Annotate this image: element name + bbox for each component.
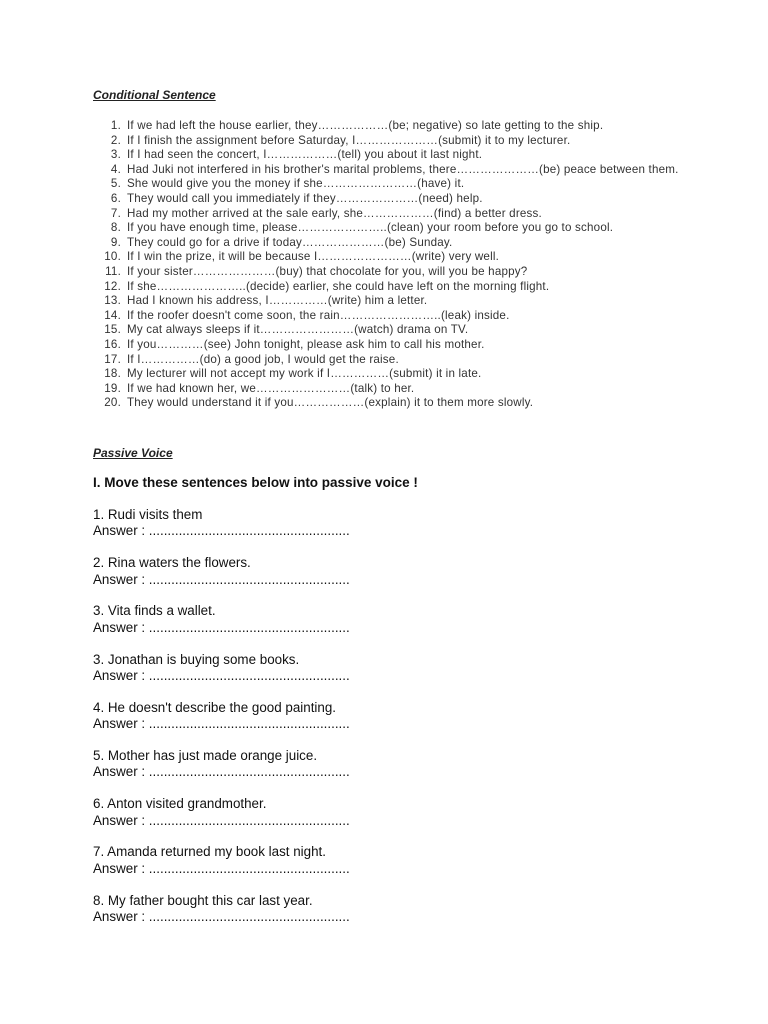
list-item [93,507,493,555]
item-number: 2. [110,133,121,147]
exercise-sentence: 8. My father bought this car last year. [93,892,313,908]
answer-line: Answer : ...................................................... [93,667,350,683]
item-number: 14. [104,308,121,322]
answer-line: Answer : ...................................................... [93,908,350,924]
item-text: Had Juki not interfered in his brother's marital problems, there…………………(be) peace between them. [127,162,679,176]
list-item [93,221,683,236]
exercise-sentence: 6. Anton visited grandmother. [93,796,267,812]
item-text: If I……………(do) a good job, I would get the raise. [127,352,399,366]
item-text: She would give you the money if she……………………(have) it. [127,177,465,191]
list-item [93,796,493,844]
item-text: If the roofer doesn't come soon, the rain……………………..(leak) inside. [127,308,510,322]
list-item [93,265,683,280]
item-number: 19. [104,381,121,395]
item-number: 5. [110,177,121,191]
list-item [93,163,683,178]
list-item [93,338,683,353]
list-item [93,396,683,411]
list-item [93,134,683,149]
exercise-sentence: 1. Rudi visits them [93,507,203,522]
answer-line: Answer : ...................................................... [93,860,350,876]
list-item [93,382,683,397]
item-text: Had I known his address, I……………(write) him a letter. [127,294,428,308]
list-item [93,119,683,134]
list-item [93,652,493,700]
exercise-sentence: 4. He doesn't describe the good painting. [93,699,337,715]
item-number: 12. [104,279,121,293]
conditional-section-title: Conditional Sentence [93,88,216,102]
item-text: If you have enough time, please…………………..(clean) your room before you go to school. [127,221,614,235]
item-text: Had my mother arrived at the sale early, she………………(find) a better dress. [127,206,542,220]
list-item [93,207,683,222]
item-number: 8. [110,221,121,235]
conditional-exercise-list [93,119,683,411]
list-item [93,177,683,192]
list-item [93,748,493,796]
answer-line: Answer : ...................................................... [93,764,350,780]
list-item [93,700,493,748]
exercise-sentence: 7. Amanda returned my book last night. [93,844,326,860]
item-text: If I finish the assignment before Saturday, I…………………(submit) it to my lecturer. [127,133,571,147]
answer-line: Answer : ...................................................... [93,716,350,732]
passive-instruction: I. Move these sentences below into passive voice ! [93,475,418,490]
item-number: 7. [110,206,121,220]
answer-line: Answer : ...................................................... [93,571,350,587]
list-item [93,294,683,309]
list-item [93,148,683,163]
item-number: 13. [104,294,121,308]
item-number: 17. [104,352,121,366]
list-item [93,250,683,265]
item-number: 15. [104,323,121,337]
item-number: 4. [110,162,121,176]
item-text: My cat always sleeps if it……………………(watch) drama on TV. [127,323,469,337]
item-text: If I win the prize, it will be because I……………………(write) very well. [127,250,500,264]
passive-exercise-list [93,507,493,941]
list-item [93,353,683,368]
list-item [93,280,683,295]
list-item [93,309,683,324]
list-item [93,323,683,338]
list-item [93,367,683,382]
exercise-sentence: 3. Vita finds a wallet. [93,603,216,619]
answer-line: Answer : ...................................................... [93,619,350,635]
item-text: If she…………………..(decide) earlier, she could have left on the morning flight. [127,279,550,293]
item-number: 1. [110,119,121,132]
item-number: 3. [110,148,121,162]
list-item [93,603,493,651]
answer-line: Answer : ...................................................... [93,812,350,828]
exercise-sentence: 2. Rina waters the flowers. [93,555,251,571]
item-text: If we had left the house earlier, they………………(be; negative) so late getting to the ship. [127,119,604,132]
list-item [93,555,493,603]
answer-line: Answer : ...................................................... [93,523,350,539]
list-item [93,844,493,892]
item-text: If you…………(see) John tonight, please ask him to call his mother. [127,337,485,351]
item-number: 11. [105,264,121,278]
item-text: If your sister…………………(buy) that chocolate for you, will you be happy? [127,264,528,278]
item-text: My lecturer will not accept my work if I……………(submit) it in late. [127,367,482,381]
passive-section-title: Passive Voice [93,446,173,460]
item-number: 20. [104,396,121,410]
item-number: 10. [104,250,121,264]
item-text: They would call you immediately if they…………………(need) help. [127,191,483,205]
item-text: If we had known her, we……………………(talk) to her. [127,381,415,395]
item-text: They would understand it if you………………(explain) it to them more slowly. [127,396,534,410]
list-item [93,236,683,251]
item-number: 9. [110,235,121,249]
list-item [93,192,683,207]
exercise-sentence: 5. Mother has just made orange juice. [93,747,318,763]
exercise-sentence: 3. Jonathan is buying some books. [93,651,300,667]
item-number: 16. [104,337,121,351]
item-text: If I had seen the concert, I………………(tell) you about it last night. [127,148,483,162]
item-text: They could go for a drive if today…………………(be) Sunday. [127,235,453,249]
list-item [93,893,493,941]
item-number: 6. [110,191,121,205]
item-number: 18. [104,367,121,381]
